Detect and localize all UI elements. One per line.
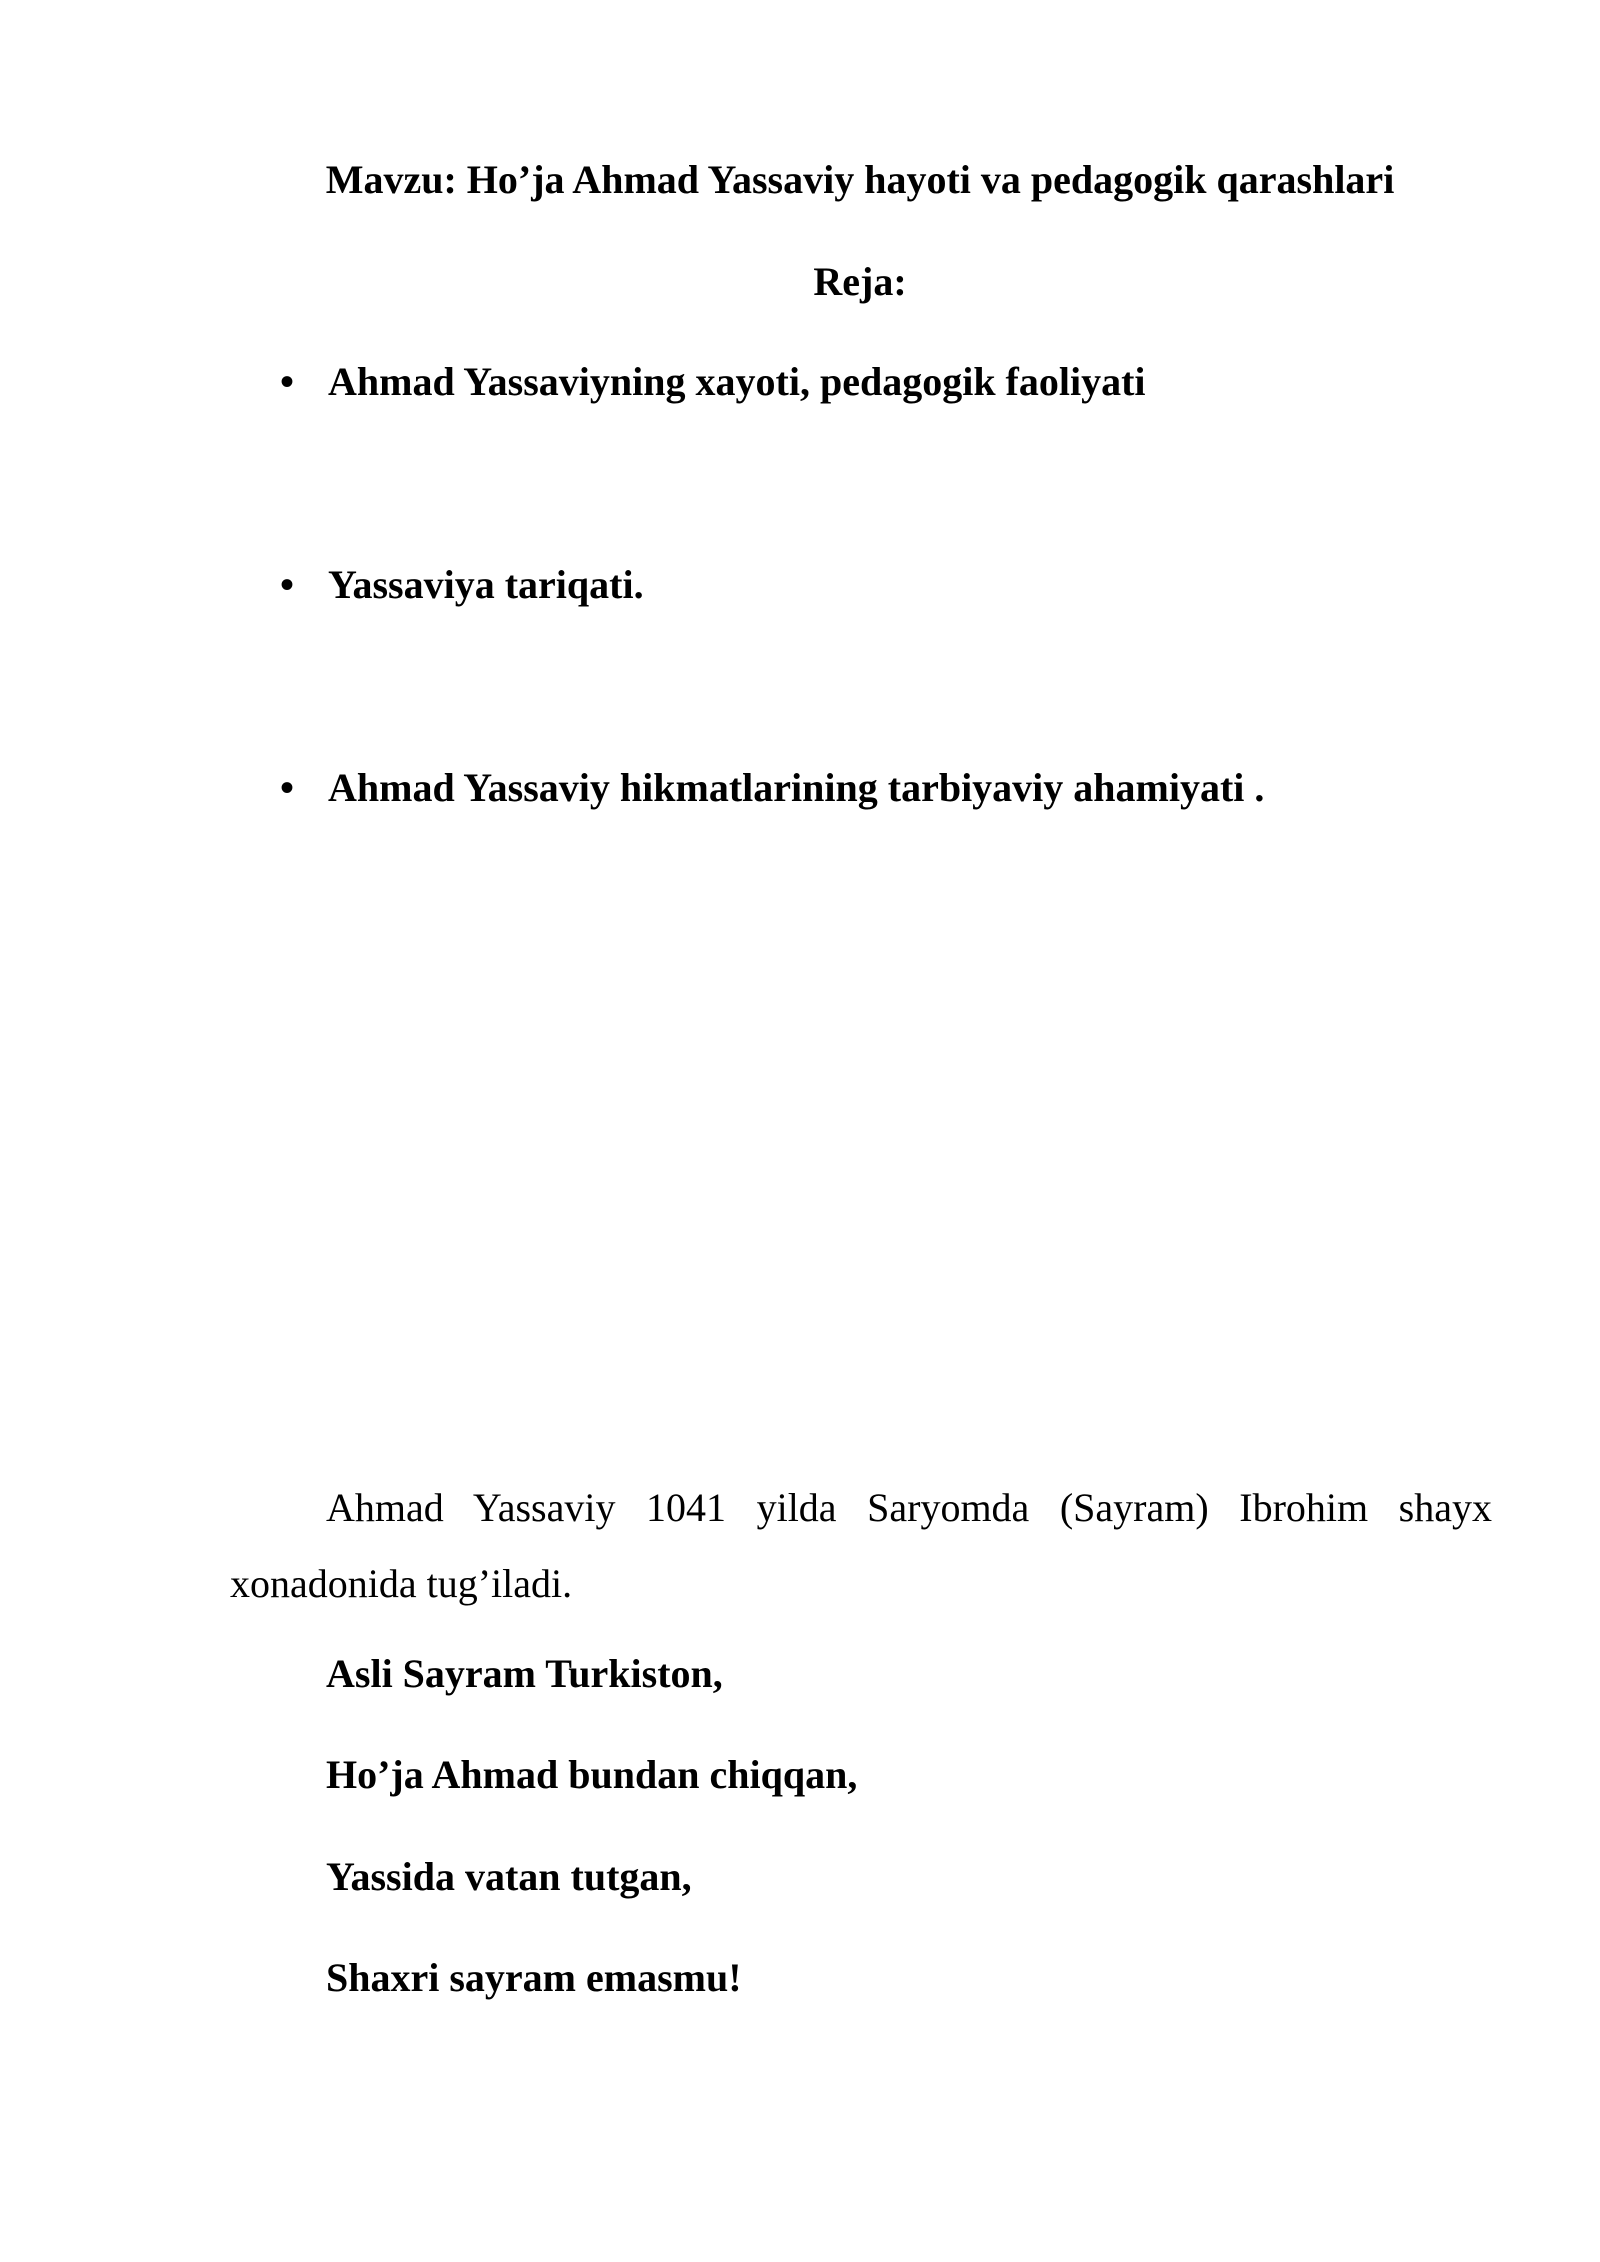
- document-title: Mavzu: Ho’ja Ahmad Yassaviy hayoti va pedagogik qarashlari: [325, 157, 1395, 202]
- verse-line: Ho’ja Ahmad bundan chiqqan,: [326, 1752, 858, 1797]
- plan-item-text: Yassaviya tariqati.: [328, 562, 644, 607]
- plan-item-text: Ahmad Yassaviy hikmatlarining tarbiyaviy ahamiyati .: [328, 765, 1265, 810]
- plan-heading: Reja:: [813, 259, 907, 304]
- plan-item-text: Ahmad Yassaviyning xayoti, pedagogik faoliyati: [328, 359, 1146, 404]
- plan-item: [280, 354, 1146, 410]
- body-paragraph: Ahmad Yassaviy 1041 yilda Saryomda (Sayram) Ibrohim shayx xonadonida tug’iladi.: [230, 1485, 1492, 1606]
- verse-line: Shaxri sayram emasmu!: [326, 1955, 742, 2000]
- bullet-icon: •: [280, 765, 295, 810]
- verse-line: Yassida vatan tutgan,: [326, 1854, 692, 1899]
- bullet-icon: •: [280, 562, 295, 607]
- plan-item: [280, 557, 644, 613]
- verse-line: Asli Sayram Turkiston,: [326, 1651, 723, 1696]
- bullet-icon: •: [280, 359, 295, 404]
- plan-item: [280, 760, 1264, 816]
